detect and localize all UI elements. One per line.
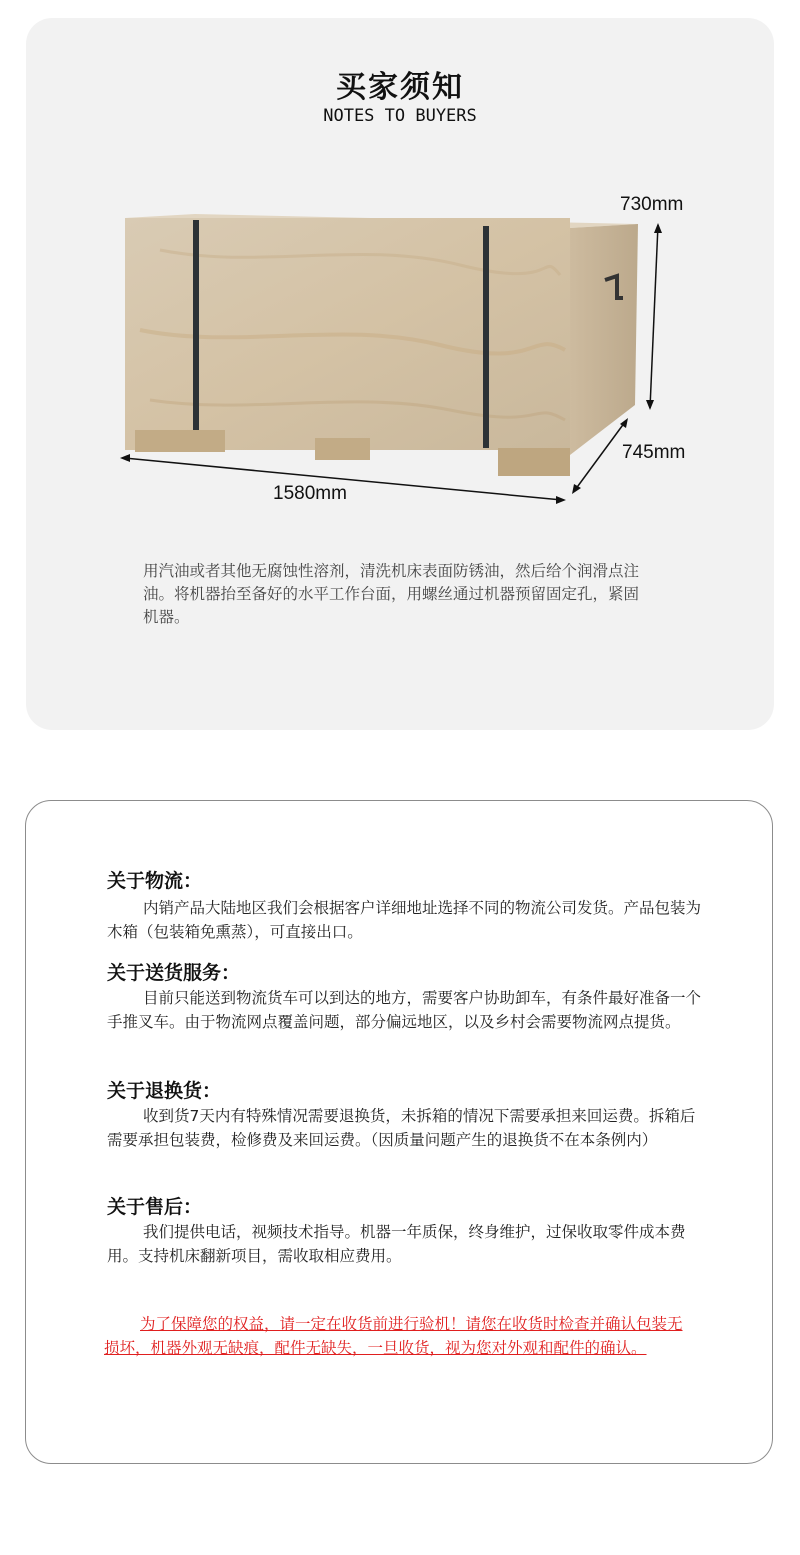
section-body-aftersales: 我们提供电话，视频技术指导。机器一年质保，终身维护，过保收取零件成本费用。支持机床翻新项目，需收取相应费用。 bbox=[107, 1223, 686, 1265]
strap-right bbox=[483, 226, 489, 448]
section-title-aftersales: 关于售后： bbox=[107, 1196, 203, 1218]
setup-instruction: 用汽油或者其他无腐蚀性溶剂，清洗机床表面防锈油，然后给个润滑点注油。将机器抬至备好的水平工作台面，用螺丝通过机器预留固定孔，紧固机器。 bbox=[143, 562, 640, 626]
dimension-width: 1580mm bbox=[273, 483, 347, 504]
skid-right bbox=[498, 448, 570, 476]
section-body-returns: 收到货7天内有特殊情况需要退换货，未拆箱的情况下需要承担来回运费。拆箱后需要承担包装费，检修费及来回运费。（因质量问题产生的退换货不在本条例内） bbox=[107, 1107, 696, 1149]
skid-middle bbox=[315, 438, 370, 460]
section-title-delivery: 关于送货服务： bbox=[107, 962, 241, 984]
dimension-depth: 745mm bbox=[622, 442, 686, 463]
page-title: 买家须知 bbox=[336, 70, 464, 105]
section-body-logistics: 内销产品大陆地区我们会根据客户详细地址选择不同的物流公司发货。产品包装为木箱（包装箱免熏蒸），可直接出口。 bbox=[107, 899, 702, 941]
crate-illustration bbox=[100, 180, 680, 510]
skid-left bbox=[135, 430, 225, 452]
inspection-warning: 为了保障您的权益，请一定在收货前进行验机！请您在收货时检查并确认包装无损坏，机器外观无缺痕，配件无缺失，一旦收货，视为您对外观和配件的确认。 bbox=[104, 1315, 683, 1357]
section-body-delivery: 目前只能送到物流货车可以到达的地方，需要客户协助卸车，有条件最好准备一个手推叉车。由于物流网点覆盖问题，部分偏远地区，以及乡村会需要物流网点提货。 bbox=[107, 989, 702, 1031]
section-title-returns: 关于退换货： bbox=[107, 1080, 222, 1102]
crate-side bbox=[570, 224, 638, 455]
dimension-height: 730mm bbox=[620, 194, 684, 215]
page-subtitle: NOTES TO BUYERS bbox=[323, 106, 477, 126]
strap-left bbox=[193, 220, 199, 435]
section-title-logistics: 关于物流： bbox=[107, 870, 203, 892]
